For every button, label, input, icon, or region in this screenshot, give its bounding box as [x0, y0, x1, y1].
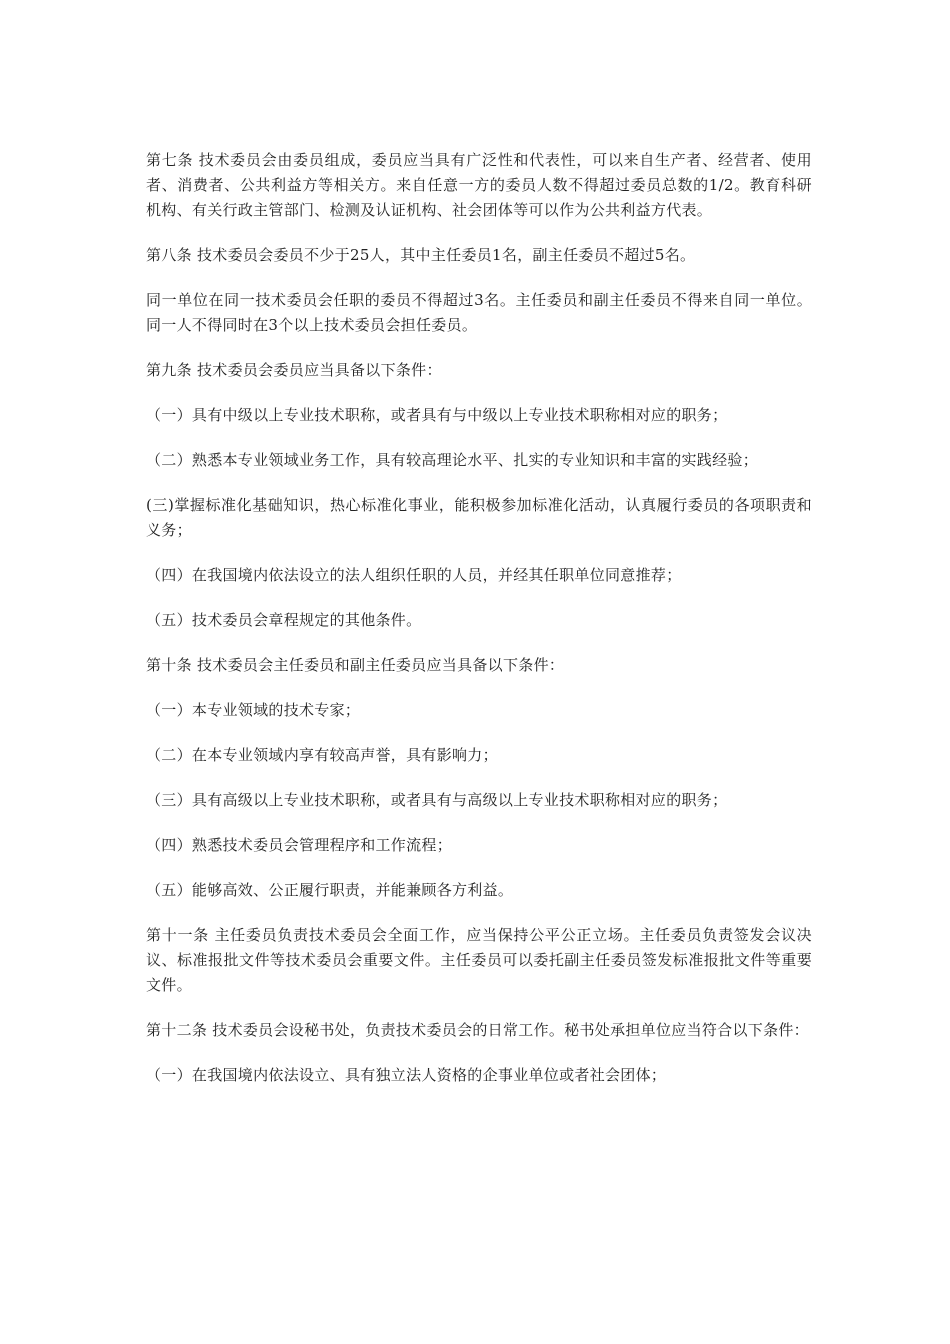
article-11: 第十一条 主任委员负责技术委员会全面工作，应当保持公平公正立场。主任委员负责签发会议决议、标准报批文件等技术委员会重要文件。主任委员可以委托副主任委员签发标准报批文件等重要文件。 — [146, 926, 812, 994]
article-9: 第九条 技术委员会委员应当具备以下条件： — [146, 361, 442, 379]
article-10-item-3: （三）具有高级以上专业技术职称，或者具有与高级以上专业技术职称相对应的职务； — [146, 791, 728, 809]
article-10-item-2: （二）在本专业领域内享有较高声誉，具有影响力； — [146, 746, 498, 764]
article-9-item-2: （二）熟悉本专业领域业务工作，具有较高理论水平、扎实的专业知识和丰富的实践经验； — [146, 451, 759, 469]
article-8-continued: 同一单位在同一技术委员会任职的委员不得超过3名。主任委员和副主任委员不得来自同一单位。同一人不得同时在3个以上技术委员会担任委员。 — [146, 291, 812, 334]
document-body — [146, 148, 812, 1108]
article-10-item-1: （一）本专业领域的技术专家； — [146, 701, 361, 719]
article-8: 第八条 技术委员会委员不少于25人，其中主任委员1名，副主任委员不超过5名。 — [146, 246, 696, 264]
article-10-item-5: （五）能够高效、公正履行职责，并能兼顾各方利益。 — [146, 881, 514, 899]
article-9-item-4: （四）在我国境内依法设立的法人组织任职的人员，并经其任职单位同意推荐； — [146, 566, 682, 584]
article-10-item-4: （四）熟悉技术委员会管理程序和工作流程； — [146, 836, 453, 854]
article-9-item-5: （五）技术委员会章程规定的其他条件。 — [146, 611, 422, 629]
article-12: 第十二条 技术委员会设秘书处，负责技术委员会的日常工作。秘书处承担单位应当符合以下条件： — [146, 1021, 809, 1039]
article-9-item-3: (三)掌握标准化基础知识，热心标准化事业，能积极参加标准化活动，认真履行委员的各项职责和义务； — [146, 496, 812, 539]
article-10: 第十条 技术委员会主任委员和副主任委员应当具备以下条件： — [146, 656, 565, 674]
article-12-item-1: （一）在我国境内依法设立、具有独立法人资格的企事业单位或者社会团体； — [146, 1066, 667, 1084]
article-7: 第七条 技术委员会由委员组成，委员应当具有广泛性和代表性，可以来自生产者、经营者、使用者、消费者、公共利益方等相关方。来自任意一方的委员人数不得超过委员总数的1/2。教育科研机构、有关行政主管部门、检测及认证机构、社会团体等可以作为公共利益方代表。 — [146, 151, 812, 219]
article-9-item-1: （一）具有中级以上专业技术职称，或者具有与中级以上专业技术职称相对应的职务； — [146, 406, 728, 424]
